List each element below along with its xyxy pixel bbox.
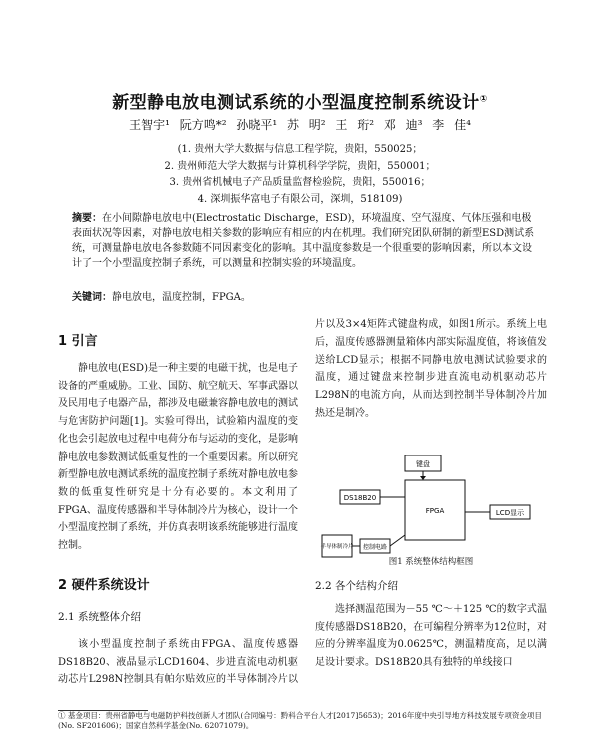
keywords: [72, 288, 251, 303]
block-cooler-label: 半导体制冷片: [320, 544, 354, 550]
keywords-label: 关键词：: [72, 292, 112, 303]
keywords-text: 静电放电，温度控制，FPGA。: [112, 292, 251, 303]
block-control-label: 控制电路: [362, 544, 388, 551]
arrowhead-1: [420, 476, 426, 480]
affiliation-4: 4. 深圳振华富电子有限公司，深圳，518109): [197, 194, 403, 205]
section-2-1-text: 该小型温度控制子系统由FPGA、温度传感器DS18B20、液晶显示LCD1604、步进直流电动机驱动芯片L298N控制具有帕尔贴效应的半导体制冷片以: [58, 639, 298, 686]
abstract-label: 摘要：: [72, 213, 102, 224]
section-2-1-heading: 2.1 系统整体介绍: [58, 611, 142, 623]
block-keyboard-label: 键盘: [416, 460, 430, 468]
section-1-heading: 1 引言: [58, 334, 98, 349]
section-2-2-paragraph: 选择测温范围为－55 ℃～＋125 ℃的数字式温度传感器DS18B20，在可编程分辨率为12位时，对应的分辨率温度为0.0625℃，测温精度高，足以满足设计要求。DS18B20具有独特的单线接口: [315, 604, 547, 669]
section-1-paragraph: 静电放电(ESD)是一种主要的电磁干扰，也是电子设备的严重威胁。工业、国防、航空航天、军事武器以及民用电子电器产品，都涉及电磁兼容静电放电的测试与危害防护问题[1]。实验可得出，试验箱内温度的变化也会引起放电过程中电荷分布与运动的变化，是影响静电放电参数测试低重复性的一个重要因素。所以研究新型静电放电测试系统的温度控制子系统对静电放电参数的低重复性研究是十分有必要的。本文利用了FPGA、温度传感器和半导体制冷片为核心，设计一个小型温度控制了系统，并仿真表明该系统能够进行温度控制。: [58, 363, 298, 552]
paper-title: 新型静电放电测试系统的小型温度控制系统设计①: [112, 93, 488, 113]
figure-caption: 图1 系统整体结构框图: [388, 557, 474, 567]
section-2-2-heading: 2.2 各个结构介绍: [315, 580, 399, 592]
line-control-fpga: [390, 535, 405, 546]
block-lcd-label: LCD显示: [495, 509, 525, 517]
block-fpga-label: FPGA: [425, 507, 445, 515]
section-2-heading: 2 硬件系统设计: [58, 578, 150, 593]
abstract: [72, 211, 538, 271]
section-2-1-paragraph-start: [58, 636, 298, 689]
affiliation-2: 2. 贵州师范大学大数据与计算机科学学院，贵阳，550001；: [164, 161, 436, 172]
affiliation-1: (1. 贵州大学大数据与信息工程学院，贵阳，550025；: [177, 144, 423, 155]
title-footnote-mark: ①: [479, 94, 488, 105]
author-list: 王智宇¹ 阮方鸣*² 孙晓平¹ 苏 明² 王 珩² 邓 迪³ 李 佳⁴: [129, 118, 471, 132]
footnote: ① 基金项目：贵州省静电与电磁防护科技创新人才团队(合同编号：黔科合平台人才[2017]5653)；2016年度中央引导地方科技发展专项资金项目(No. SF201606)；国家自然科学基金(No. 62071079)。: [58, 711, 542, 730]
section-2-1-text-cont-body: 片以及3×4矩阵式键盘构成，如图1所示。系统上电后，温度传感器测量箱体内部实际温度值，将该值发送给LCD显示；根据不同静电放电测试试验要求的温度，通过键盘来控制步进直流电动机驱动芯片L298N的电流方向，从而达到控制半导体制冷片加热还是制冷。: [315, 319, 547, 419]
section-2-1-paragraph-continued: [315, 316, 547, 441]
system-block-diagram: [320, 455, 535, 565]
abstract-text: 在小间隙静电放电中(Electrostatic Discharge，ESD)，环境温度、空气湿度、气体压强和电极表面状况等因素，对静电放电相关参数的影响应有相应的内在机理。我们研究团队研制的新型ESD测试系统，可测量静电放电各参数随不同因素变化的影响。其中温度参数是一个很重要的影响因素，所以本文设计了一个小型温度控制子系统，可以测量和控制实验的环境温度。: [72, 213, 535, 269]
affiliation-3: 3. 贵州省机械电子产品质量监督检验院，贵阳，550016；: [169, 177, 431, 188]
block-sensor-label: DS18B20: [343, 494, 377, 502]
section-2-1-text-cont: [315, 316, 547, 441]
